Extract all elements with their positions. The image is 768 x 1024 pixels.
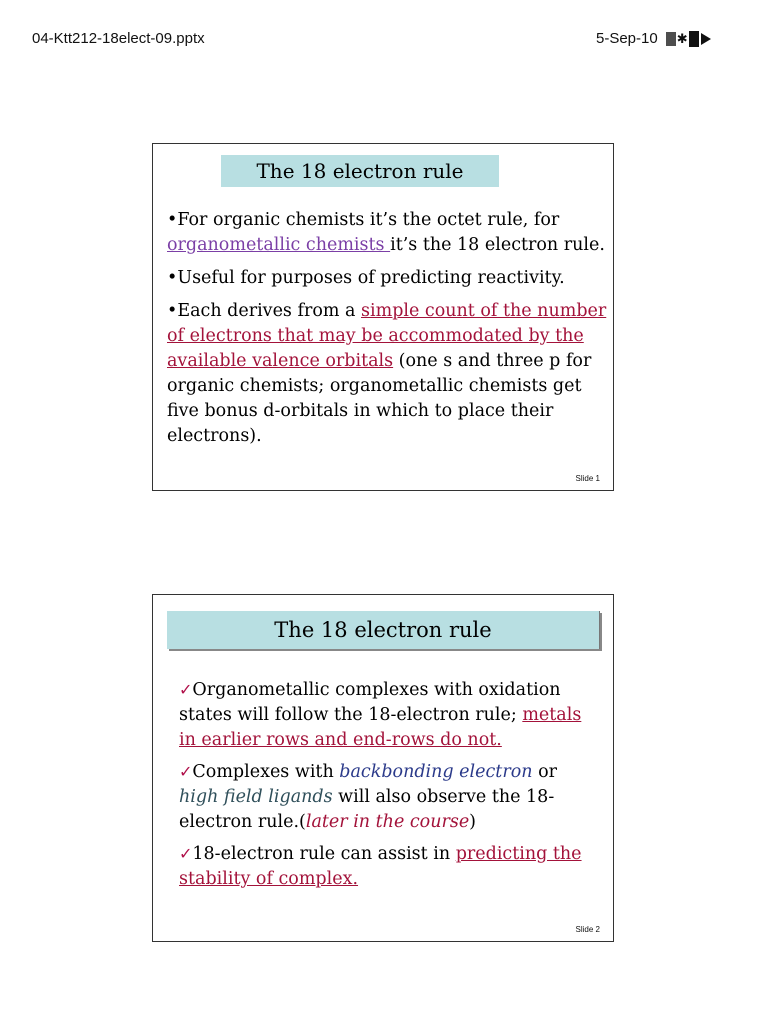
highlight-text: predicting the stability of complex. <box>179 844 582 889</box>
block-icon <box>689 31 699 47</box>
play-arrow-icon <box>701 33 711 45</box>
checkmark-icon: ✓ <box>179 762 193 781</box>
dotted-square-icon <box>666 32 676 46</box>
check-item-stability <box>179 841 589 892</box>
slide-body <box>167 208 607 457</box>
item-text: Organometallic complexes with oxidation states will follow the 18-electron rule; <box>179 680 561 725</box>
slide-number: Slide 2 <box>575 925 600 934</box>
item-text: will also observe the 18-electron rule.( <box>179 787 555 832</box>
bullet-text: (one s and three p for organic chemists; organometallic chemists get five bonus d-orbitals in which to place their electrons). <box>167 351 592 446</box>
bullet-derivation <box>167 299 607 449</box>
document-date: 5-Sep-10 <box>596 30 658 47</box>
organometallic-link[interactable]: organometallic chemists <box>167 235 391 255</box>
item-text: ) <box>469 812 476 832</box>
slide-2 <box>152 594 614 942</box>
italic-note: later in the course <box>305 812 470 832</box>
item-text: 18-electron rule can assist in <box>192 844 456 864</box>
header-glyphs <box>666 31 711 47</box>
item-text: or <box>532 762 557 782</box>
bullet-text: •For organic chemists it’s the octet rule, for <box>167 210 560 230</box>
bullet-octet-rule <box>167 208 607 258</box>
slide-1 <box>152 143 614 491</box>
bullet-text: •Each derives from a <box>167 301 362 321</box>
check-item-oxidation <box>179 677 589 753</box>
slide-number: Slide 1 <box>575 474 600 483</box>
document-filename: 04-Ktt212-18elect-09.pptx <box>32 30 205 47</box>
italic-term: backbonding electron <box>339 762 533 782</box>
italic-term: high field ligands <box>179 787 333 807</box>
asterisk-icon: ✱ <box>676 31 688 46</box>
bullet-text: it’s the 18 electron rule. <box>390 235 605 255</box>
checkmark-icon: ✓ <box>179 844 193 863</box>
slide-title: The 18 electron rule <box>167 611 600 649</box>
check-item-backbonding <box>179 759 589 835</box>
slide-body <box>179 677 589 898</box>
bullet-reactivity: •Useful for purposes of predicting reactivity. <box>167 268 565 288</box>
slide-title: The 18 electron rule <box>221 155 499 187</box>
highlight-text: simple count of the number of electrons that may be accommodated by the available valence orbitals <box>167 301 607 371</box>
header-right <box>596 30 711 47</box>
item-text: Complexes with <box>192 762 340 782</box>
highlight-text: metals in earlier rows and end-rows do not. <box>179 705 582 750</box>
checkmark-icon: ✓ <box>179 680 193 699</box>
